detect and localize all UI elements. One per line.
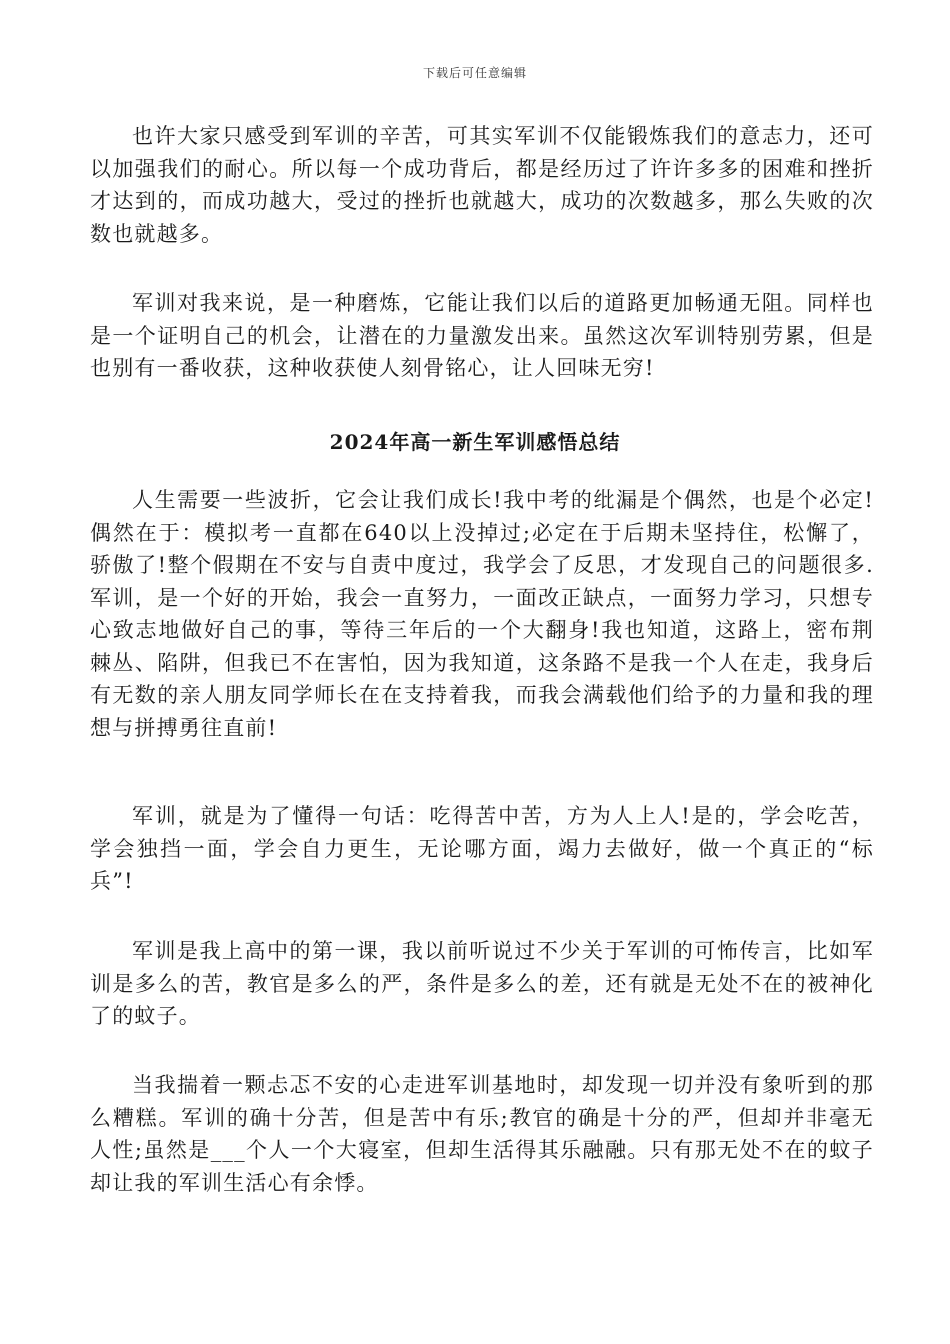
- header-note: 下载后可任意编辑: [422, 66, 527, 80]
- paragraph-block-4: [90, 800, 874, 898]
- paragraph: 也许大家只感受到军训的辛苦，可其实军训不仅能锻炼我们的意志力，还可以加强我们的耐心。所以每一个成功背后，都是经历过了许许多多的困难和挫折才达到的，而成功越大，受过的挫折也就越大，成功的次数越多，那么失败的次数也就越多。: [90, 124, 874, 246]
- document-title: 2024年高一新生军训感悟总结: [329, 430, 621, 454]
- paragraph-block-3: [90, 484, 874, 744]
- paragraph: 军训是我上高中的第一课，我以前听说过不少关于军训的可怖传言，比如军训是多么的苦，教官是多么的严，条件是多么的差，还有就是无处不在的被神化了的蚊子。: [90, 939, 874, 1028]
- paragraph-block-5: [90, 935, 874, 1033]
- paragraph: 军训，就是为了懂得一句话：吃得苦中苦，方为人上人!是的，学会吃苦，学会独挡一面，学会自力更生，无论哪方面，竭力去做好，做一个真正的“标兵”!: [90, 804, 874, 893]
- paragraph: 人生需要一些波折，它会让我们成长!我中考的纰漏是个偶然，也是个必定!偶然在于：模拟考一直都在640以上没掉过;必定在于后期未坚持住，松懈了，骄傲了!整个假期在不安与自责中度过，我学会了反思，才发现自己的问题很多.军训，是一个好的开始，我会一直努力，一面改正缺点，一面努力学习，只想专心致志地做好自己的事，等待三年后的一个大翻身!我也知道，这路上，密布荆棘丛、陷阱，但我已不在害怕，因为我知道，这条路不是我一个人在走，我身后有无数的亲人朋友同学师长在在支持着我，而我会满载他们给予的力量和我的理想与拼搏勇往直前!: [90, 488, 874, 740]
- paragraph-block-6: [90, 1069, 874, 1199]
- paragraph-block-2: [90, 287, 874, 385]
- paragraph-block-1: [90, 120, 874, 250]
- paragraph: 军训对我来说，是一种磨炼，它能让我们以后的道路更加畅通无阻。同样也是一个证明自己的机会，让潜在的力量激发出来。虽然这次军训特别劳累，但是也别有一番收获，这种收获使人刻骨铭心，让人回味无穷!: [90, 291, 874, 380]
- paragraph: 当我揣着一颗忐忑不安的心走进军训基地时，却发现一切并没有象听到的那么糟糕。军训的确十分苦，但是苦中有乐;教官的确是十分的严，但却并非毫无人性;虽然是___个人一个大寝室，但却生活得其乐融融。只有那无处不在的蚊子却让我的军训生活心有余悸。: [90, 1073, 874, 1195]
